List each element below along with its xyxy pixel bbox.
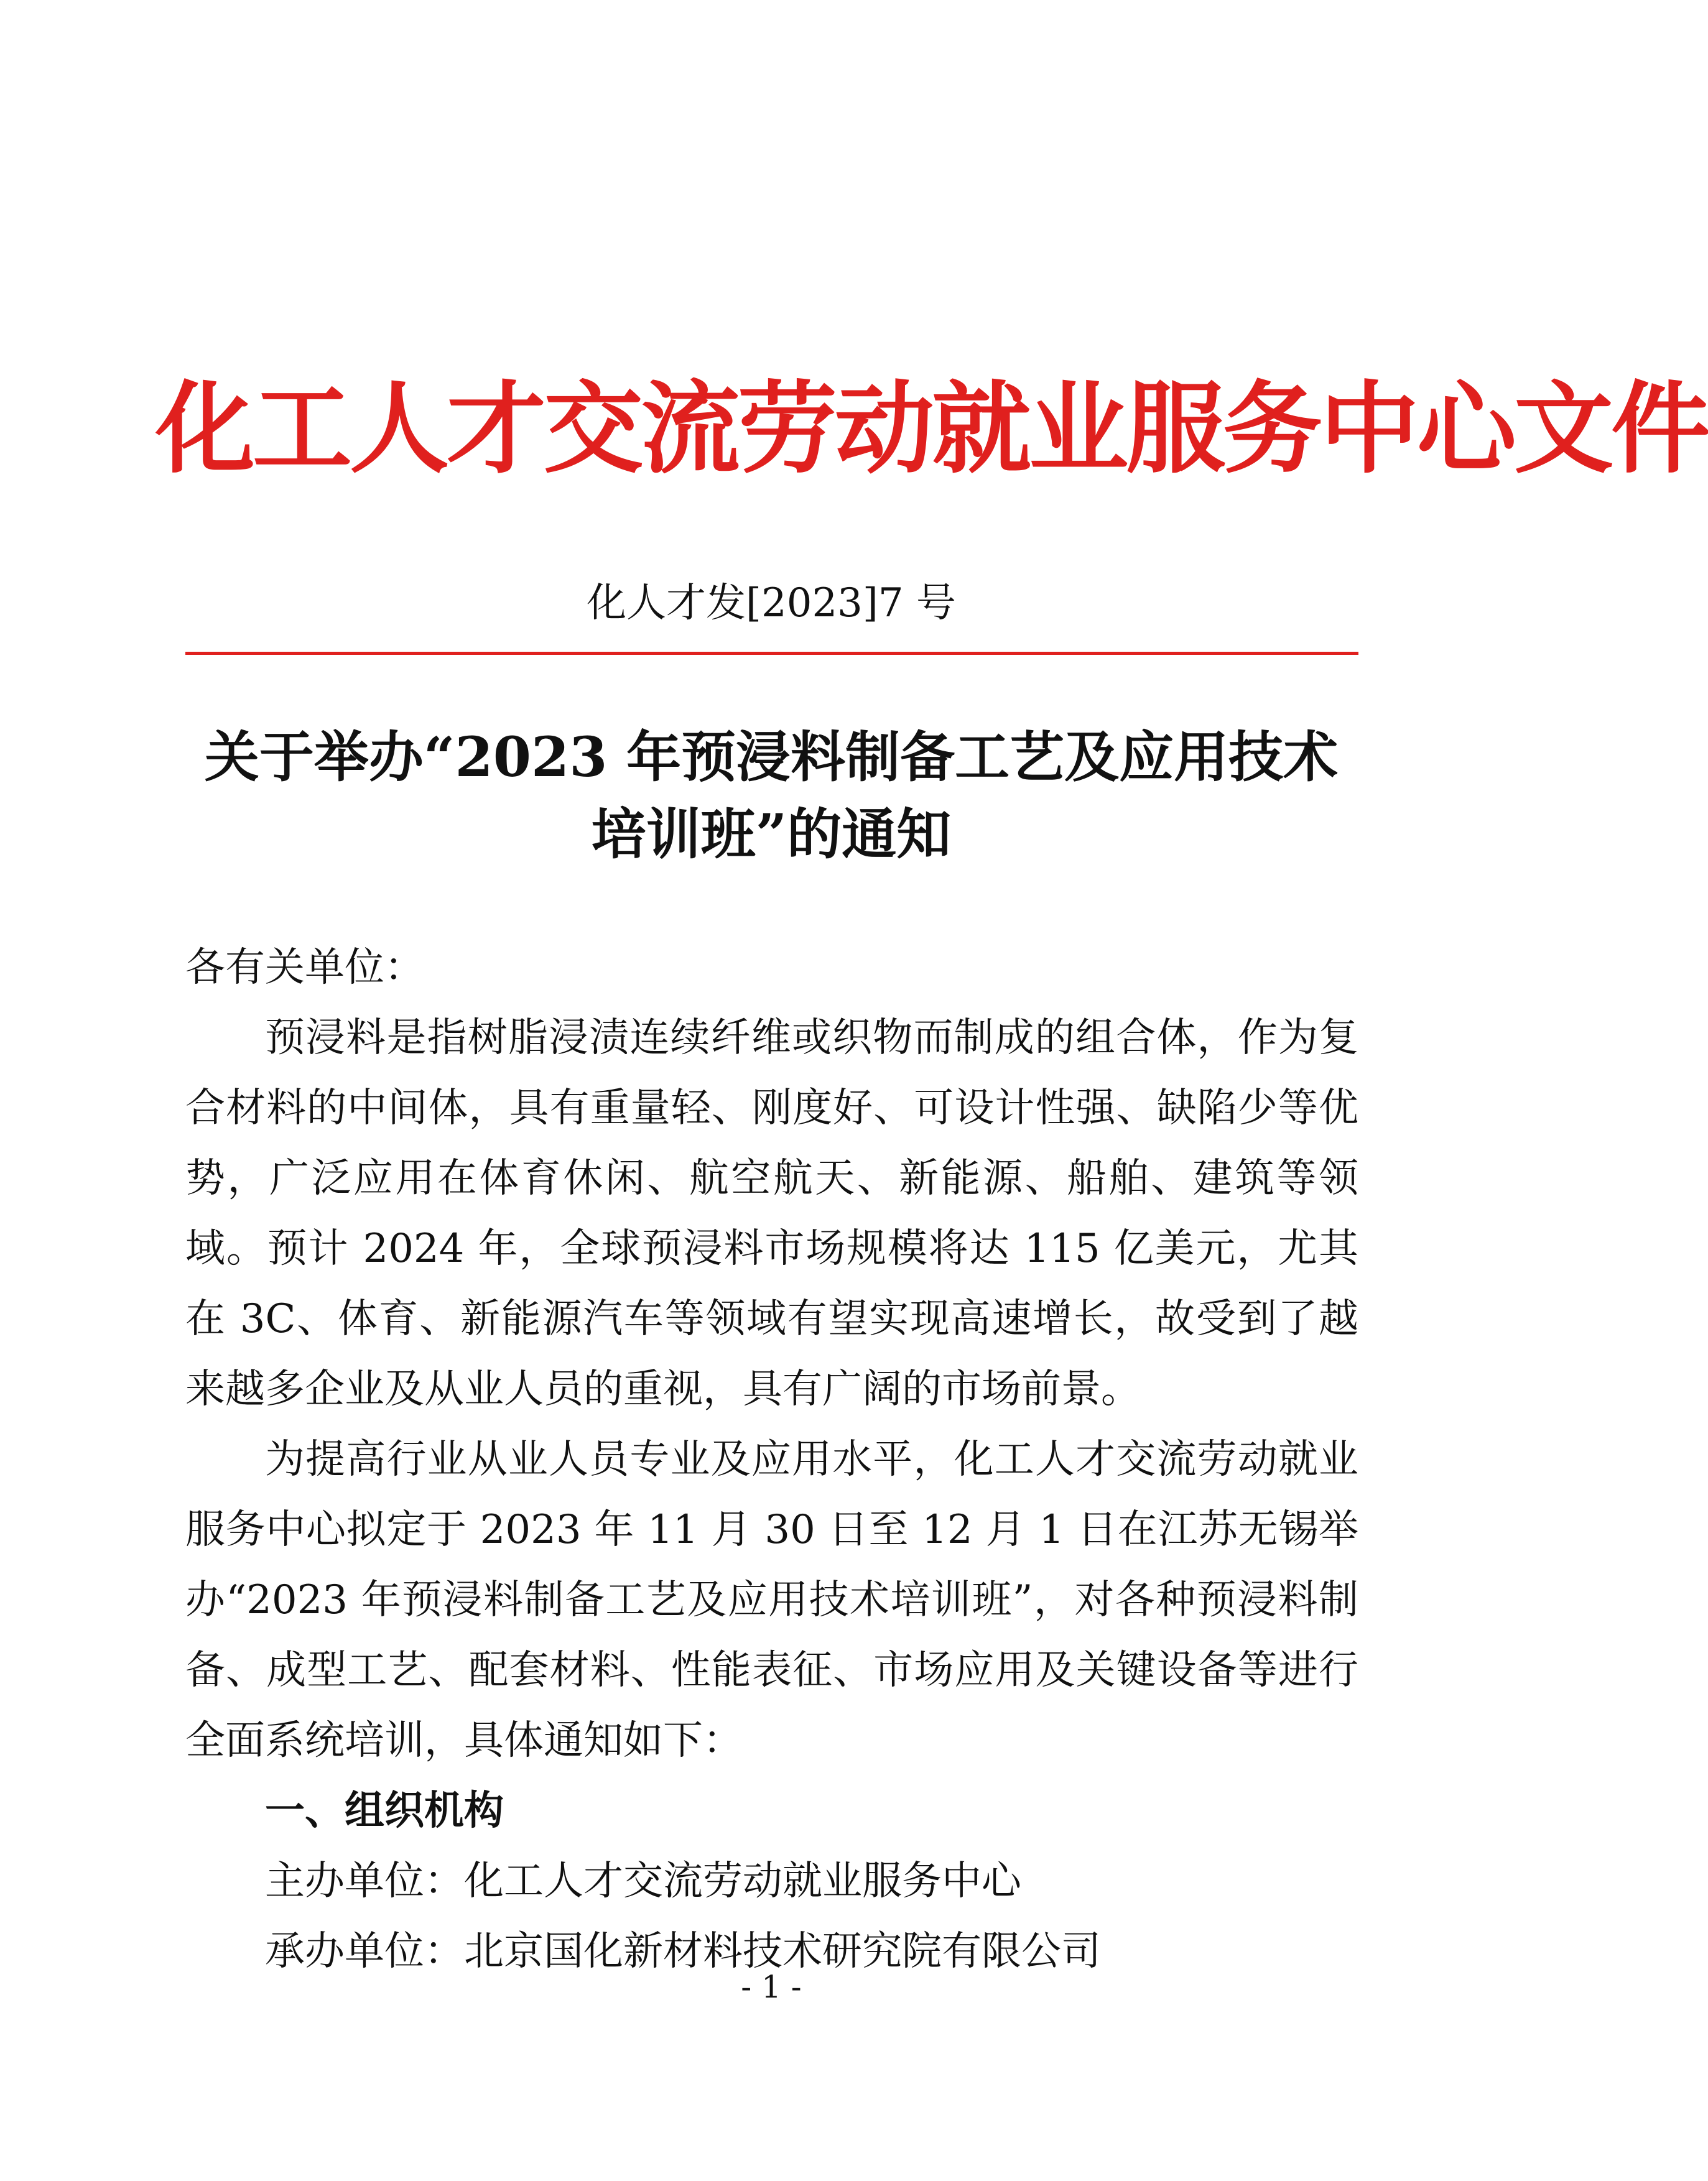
issuing-organization-header: 化工人才交流劳动就业服务中心文件 <box>155 371 1708 487</box>
notice-title <box>162 718 1381 873</box>
notice-title-line-2: 培训班”的通知 <box>591 802 952 866</box>
paragraph-training-announcement: 为提高行业从业人员专业及应用水平，化工人才交流劳动就业服务中心拟定于 2023 年 11 月 30 日至 12 月 1 日在江苏无锡举办“2023 年预浸料制备工艺及应用技术培训班”，对各种预浸料制备、成型工艺、配套材料、性能表征、市场应用及关键设备等进行全面系统培训，具体通知如下： <box>185 1437 1358 1764</box>
document-number: 化人才发[2023]7 号 <box>587 580 956 626</box>
co-organizer-line: 承办单位：北京国化新材料技术研究院有限公司 <box>265 1929 1101 1975</box>
notice-title-line-1: 关于举办“2023 年预浸料制备工艺及应用技术 <box>204 725 1339 789</box>
section-heading-organization: 一、组织机构 <box>265 1788 504 1834</box>
red-divider-line <box>185 652 1358 655</box>
notice-body <box>185 933 1358 1987</box>
page-number: - 1 - <box>741 1969 802 2005</box>
organizer-line: 主办单位：化工人才交流劳动就业服务中心 <box>265 1858 1021 1904</box>
paragraph-prepreg-overview: 预浸料是指树脂浸渍连续纤维或织物而制成的组合体，作为复合材料的中间体，具有重量轻、刚度好、可设计性强、缺陷少等优势，广泛应用在体育休闲、航空航天、新能源、船舶、建筑等领域。预计 2024 年，全球预浸料市场规模将达 115 亿美元，尤其在 3C、体育、新能源汽车等领域有望实现高速增长，故受到了越来越多企业及从业人员的重视，具有广阔的市场前景。 <box>185 1015 1358 1412</box>
salutation: 各有关单位： <box>185 945 424 991</box>
